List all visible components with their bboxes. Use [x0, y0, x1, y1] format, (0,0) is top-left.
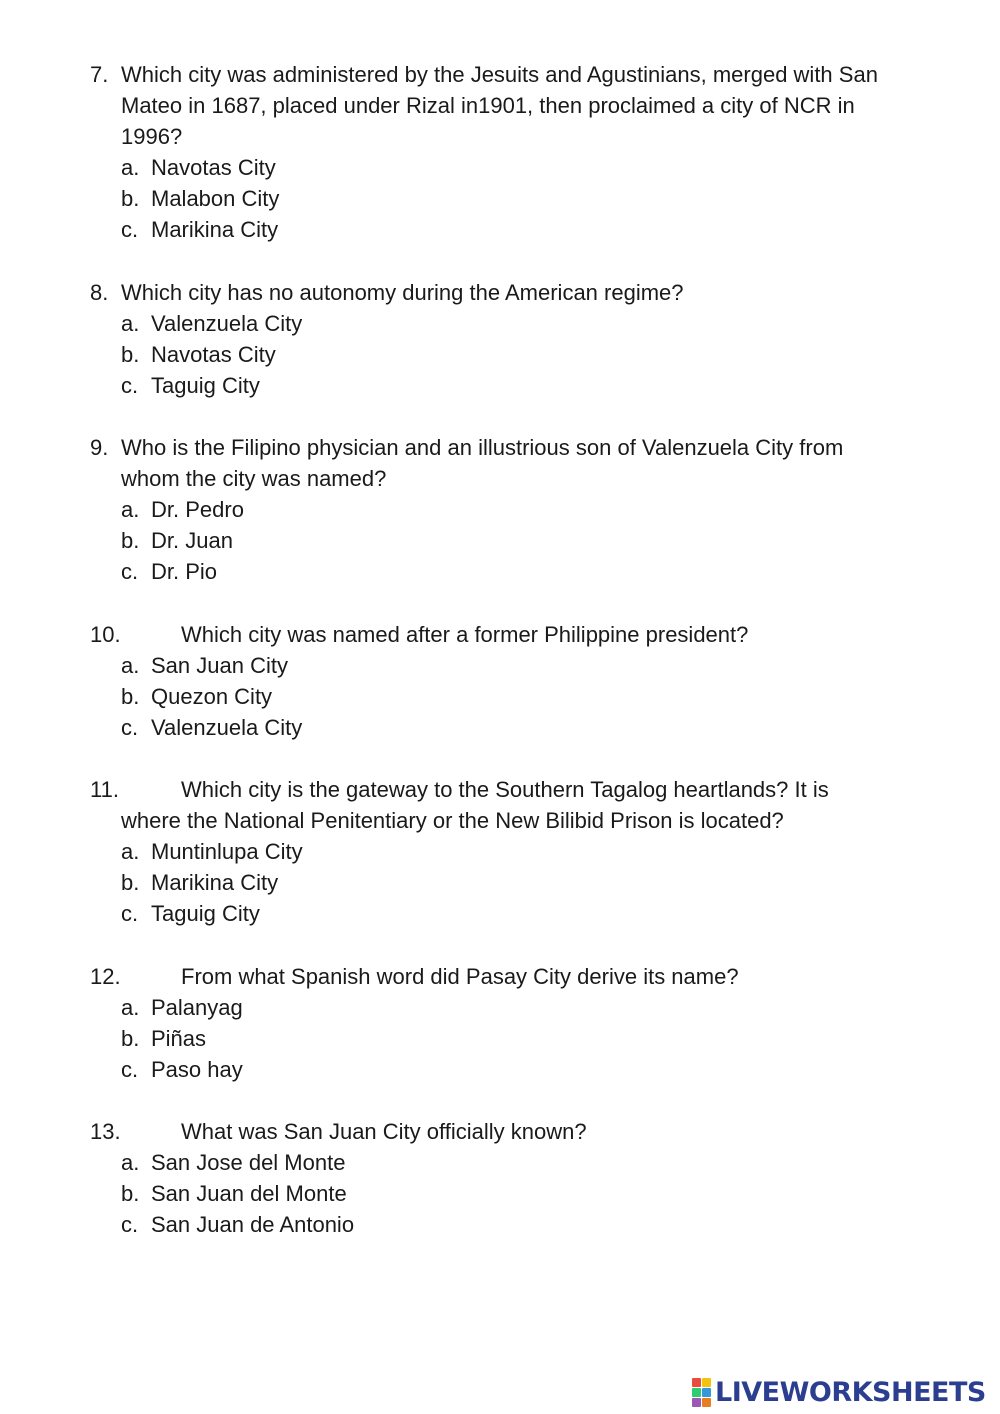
question-text-continued: whom the city was named?	[121, 466, 387, 491]
option-text: Paso hay	[151, 1057, 243, 1082]
answer-option-a[interactable]	[90, 494, 950, 525]
option-letter: a.	[121, 839, 140, 864]
question-text: Which city was named after a former Philippine president?	[181, 622, 749, 647]
answer-option-c[interactable]	[90, 556, 950, 587]
option-letter: b.	[121, 870, 140, 895]
option-letter: b.	[121, 186, 140, 211]
question-text: Which city was administered by the Jesuits and Agustinians, merged with San	[121, 62, 878, 87]
answer-option-b[interactable]	[90, 1178, 950, 1209]
option-letter: c.	[121, 901, 139, 926]
option-text: San Jose del Monte	[151, 1150, 346, 1175]
answer-option-b[interactable]	[90, 183, 950, 214]
question-text-continued: Mateo in 1687, placed under Rizal in1901, then proclaimed a city of NCR in	[121, 93, 855, 118]
question-text: From what Spanish word did Pasay City derive its name?	[181, 964, 739, 989]
option-text: Muntinlupa City	[151, 839, 303, 864]
option-text: Quezon City	[151, 684, 273, 709]
answer-option-b[interactable]	[90, 525, 950, 556]
option-letter: a.	[121, 1150, 140, 1175]
option-letter: b.	[121, 684, 140, 709]
question-number: 8.	[90, 280, 109, 305]
question-number: 9.	[90, 435, 109, 460]
answer-option-c[interactable]	[90, 1054, 950, 1085]
logo-text: LIVEWORKSHEETS	[715, 1376, 986, 1408]
option-text: Dr. Pedro	[151, 497, 244, 522]
option-letter: c.	[121, 373, 139, 398]
option-text: Valenzuela City	[151, 311, 303, 336]
question-text: Which city has no autonomy during the American regime?	[121, 280, 684, 305]
option-text: Navotas City	[151, 155, 276, 180]
logo-blocks-icon	[692, 1378, 711, 1407]
question-number: 10.	[90, 622, 121, 647]
answer-option-c[interactable]	[90, 712, 950, 743]
question-8	[90, 277, 950, 401]
answer-option-a[interactable]	[90, 308, 950, 339]
answer-option-a[interactable]	[90, 1147, 950, 1178]
question-12	[90, 961, 950, 1085]
answer-option-b[interactable]	[90, 339, 950, 370]
question-9	[90, 432, 950, 587]
option-letter: b.	[121, 342, 140, 367]
answer-option-b[interactable]	[90, 681, 950, 712]
option-letter: c.	[121, 1057, 139, 1082]
answer-option-b[interactable]	[90, 867, 950, 898]
answer-option-a[interactable]	[90, 650, 950, 681]
option-letter: b.	[121, 1181, 140, 1206]
question-7	[90, 59, 950, 245]
option-letter: a.	[121, 155, 140, 180]
question-text-continued: 1996?	[121, 124, 183, 149]
answer-option-a[interactable]	[90, 836, 950, 867]
answer-option-c[interactable]	[90, 214, 950, 245]
option-text: San Juan City	[151, 653, 288, 678]
option-text: Malabon City	[151, 186, 280, 211]
option-text: Taguig City	[151, 373, 260, 398]
answer-option-a[interactable]	[90, 992, 950, 1023]
question-text: Who is the Filipino physician and an illustrious son of Valenzuela City from	[121, 435, 844, 460]
option-text: Taguig City	[151, 901, 260, 926]
option-letter: a.	[121, 653, 140, 678]
option-letter: c.	[121, 715, 139, 740]
answer-option-b[interactable]	[90, 1023, 950, 1054]
option-text: San Juan de Antonio	[151, 1212, 355, 1237]
option-letter: a.	[121, 311, 140, 336]
option-letter: c.	[121, 217, 139, 242]
question-number: 11.	[90, 777, 119, 802]
question-10	[90, 619, 950, 743]
question-13	[90, 1116, 950, 1240]
option-letter: c.	[121, 559, 139, 584]
option-letter: b.	[121, 1026, 140, 1051]
option-text: Palanyag	[151, 995, 243, 1020]
option-text: Marikina City	[151, 870, 279, 895]
option-text: Dr. Pio	[151, 559, 218, 584]
option-text: Piñas	[151, 1026, 207, 1051]
answer-option-a[interactable]	[90, 152, 950, 183]
option-letter: c.	[121, 1212, 139, 1237]
question-11	[90, 774, 950, 929]
option-text: Dr. Juan	[151, 528, 233, 553]
option-letter: a.	[121, 995, 140, 1020]
answer-option-c[interactable]	[90, 1209, 950, 1240]
question-number: 7.	[90, 62, 109, 87]
option-text: Navotas City	[151, 342, 276, 367]
option-text: Valenzuela City	[151, 715, 303, 740]
answer-option-c[interactable]	[90, 370, 950, 401]
question-text: What was San Juan City officially known?	[181, 1119, 587, 1144]
question-text: Which city is the gateway to the Southern Tagalog heartlands? It is	[181, 777, 829, 802]
option-letter: b.	[121, 528, 140, 553]
option-text: San Juan del Monte	[151, 1181, 347, 1206]
answer-option-c[interactable]	[90, 898, 950, 929]
liveworksheets-logo	[692, 1374, 986, 1410]
option-text: Marikina City	[151, 217, 279, 242]
question-number: 12.	[90, 964, 121, 989]
option-letter: a.	[121, 497, 140, 522]
question-number: 13.	[90, 1119, 121, 1144]
question-text-continued: where the National Penitentiary or the New Bilibid Prison is located?	[121, 808, 784, 833]
